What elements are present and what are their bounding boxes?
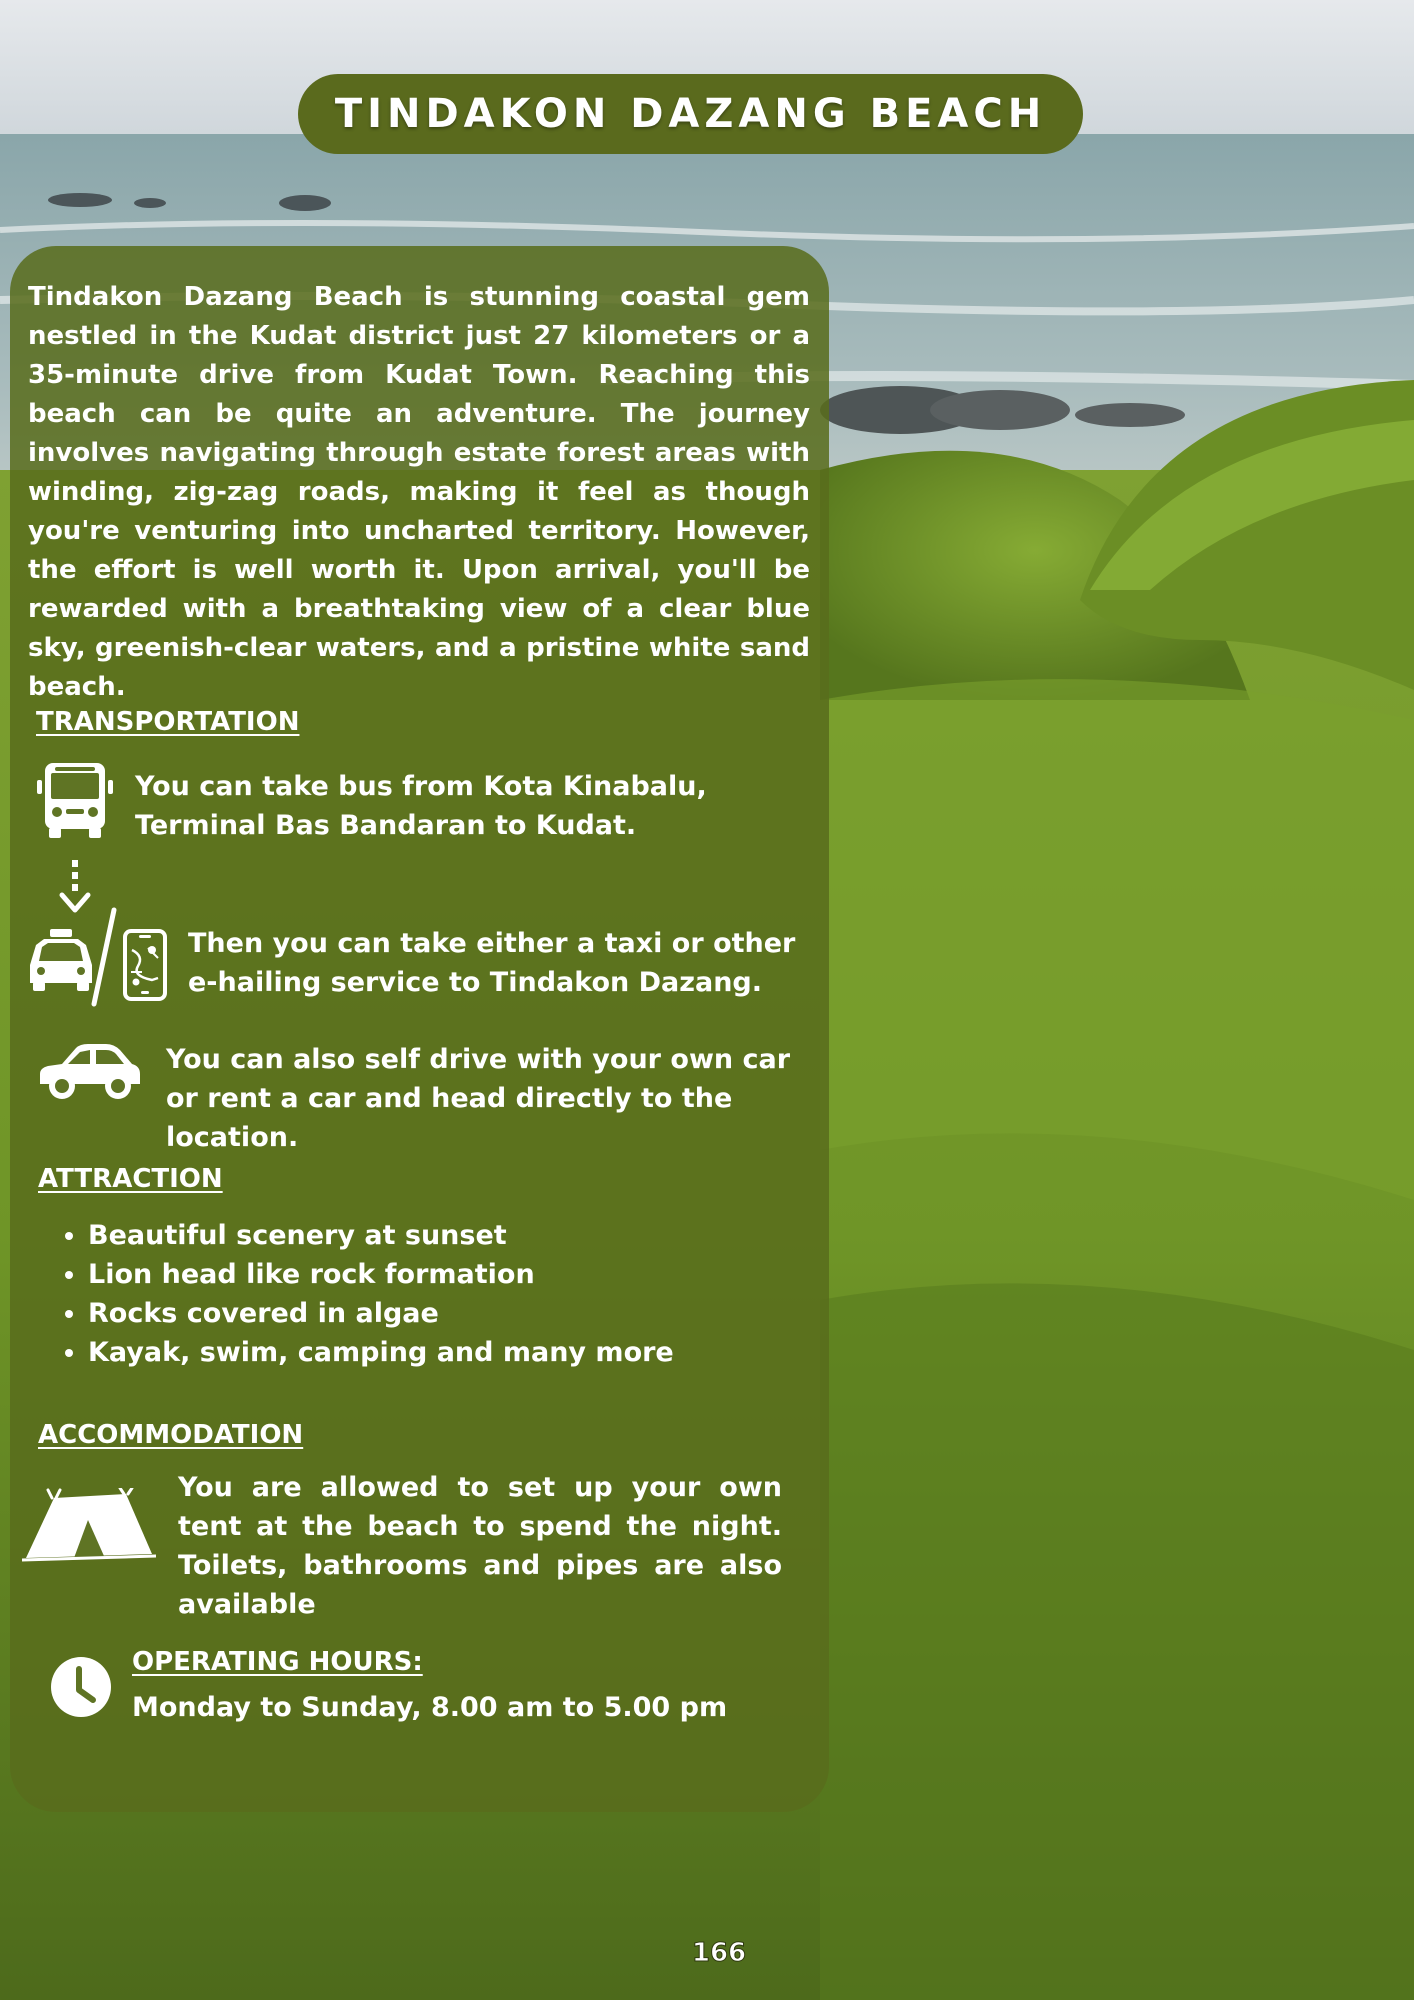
accommodation-heading: ACCOMMODATION [38, 1420, 304, 1450]
bus-instruction: You can take bus from Kota Kinabalu, Terminal Bas Bandaran to Kudat. [135, 771, 707, 841]
slash-divider [86, 906, 120, 1008]
title-banner [298, 74, 1083, 154]
car-instruction: You can also self drive with your own car or rent a car and head directly to the location. [166, 1044, 791, 1153]
bus-icon [34, 760, 116, 842]
taxi-instruction: Then you can take either a taxi or other e-hailing service to Tindakon Dazang. [188, 928, 796, 998]
attraction-heading: ATTRACTION [38, 1164, 223, 1194]
attraction-list [56, 1216, 674, 1372]
clock-icon [50, 1656, 112, 1718]
page-title: TINDAKON DAZANG BEACH [334, 91, 1047, 137]
phone-map-icon [122, 928, 168, 1002]
list-item: • Lion head like rock formation [88, 1255, 674, 1294]
accommodation-text: You are allowed to set up your own tent at the beach to spend the night. Toilets, bathrooms and pipes are also available [178, 1472, 782, 1620]
intro-paragraph: Tindakon Dazang Beach is stunning coastal gem nestled in the Kudat district just 27 kilometers or a 35-minute drive from Kudat Town. Reaching this beach can be quite an adventure. The journey involves navigating through estate forest areas with winding, zig-zag roads, making it feel as though you're venturing into uncharted territory. However, the effort is well worth it. Upon arrival, you'll be rewarded with a breathtaking view of a clear blue sky, greenish-clear waters, and a pristine white sand beach. [28, 282, 810, 702]
list-item: • Beautiful scenery at sunset [88, 1216, 674, 1255]
list-item: • Rocks covered in algae [88, 1294, 674, 1333]
operating-hours-heading: OPERATING HOURS: [132, 1647, 423, 1677]
page-number: 166 [691, 1938, 747, 1968]
operating-hours-text: Monday to Sunday, 8.00 am to 5.00 pm [132, 1692, 728, 1723]
list-item: • Kayak, swim, camping and many more [88, 1333, 674, 1372]
tent-icon [22, 1488, 156, 1562]
transportation-heading: TRANSPORTATION [36, 707, 300, 737]
car-icon [34, 1040, 144, 1102]
